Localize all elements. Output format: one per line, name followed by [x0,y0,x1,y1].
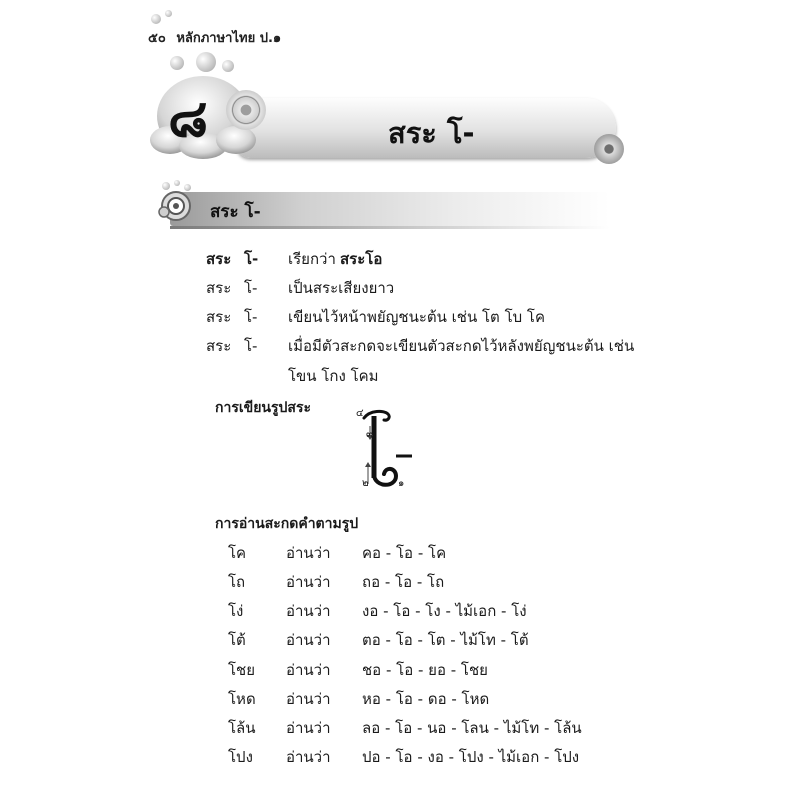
page-number: ๕๐ [148,31,166,46]
read-label: อ่านว่า [286,690,331,708]
fact-vowel: โ- [244,308,258,326]
spelling: คอ - โอ - โค [362,544,447,562]
chapter-title: สระ โ- [388,116,475,150]
word: โถ [228,573,246,591]
chapter-number: ๘ [168,89,207,149]
word: โล้น [228,719,256,737]
word: โค [228,544,247,562]
stroke-label: ๑ [398,478,405,489]
fact-extra: สระโอ [340,250,383,268]
section-title: สระ โ- [210,202,261,222]
fact-line [206,305,545,329]
fact-continuation: โขน โกง โคม [288,367,379,385]
stroke-label: ๒ [362,478,369,489]
reading-heading: การอ่านสะกดคำตามรูป [215,516,359,532]
swirl-icon [156,186,192,222]
fact-text: เมื่อมีตัวสะกดจะเขียนตัวสะกดไว้หลังพยัญชนะต้น เช่น [288,337,635,355]
word: โง่ [228,602,244,620]
read-label: อ่านว่า [286,602,331,620]
fact-vowel: โ- [244,250,259,268]
read-label: อ่านว่า [286,544,331,562]
bubble-decoration [170,56,184,70]
scroll-curl-left [226,90,266,130]
read-label: อ่านว่า [286,719,331,737]
stroke-label: ๓ [366,429,373,440]
word: โปง [228,748,253,766]
fact-label: สระ [206,250,232,268]
word: โชย [228,661,256,679]
fact-label: สระ [206,337,232,355]
spelling: ปอ - โอ - งอ - โปง - ไม้เอก - โปง [362,748,580,766]
fact-line [206,247,383,271]
fact-line [206,334,635,358]
book-title: หลักภาษาไทย ป.๑ [176,31,282,46]
read-label: อ่านว่า [286,748,331,766]
writing-heading: การเขียนรูปสระ [215,400,311,416]
spelling: หอ - โอ - ดอ - โหด [362,690,490,708]
read-label: อ่านว่า [286,631,331,649]
read-label: อ่านว่า [286,573,331,591]
fact-text: เรียกว่า [288,250,336,268]
fact-vowel: โ- [244,279,258,297]
spelling: ถอ - โอ - โถ [362,573,445,591]
word: โต้ [228,631,246,649]
bubble-decoration [151,14,161,24]
fact-line [206,276,395,300]
spelling: งอ - โอ - โง - ไม้เอก - โง่ [362,602,527,620]
page-header [148,27,281,48]
fact-label: สระ [206,279,232,297]
read-label: อ่านว่า [286,661,331,679]
spelling: ชอ - โอ - ยอ - โชย [362,661,488,679]
fact-label: สระ [206,308,232,326]
bubble-decoration [165,10,172,17]
bubble-decoration [196,52,216,72]
word: โหด [228,690,256,708]
fact-text: เป็นสระเสียงยาว [288,279,395,297]
fact-vowel: โ- [244,337,258,355]
scroll-curl-right [594,134,624,164]
spelling: ลอ - โอ - นอ - โลน - ไม้โท - โล้น [362,719,582,737]
fact-text: เขียนไว้หน้าพยัญชนะต้น เช่น โต โบ โค [288,308,545,326]
spelling: ตอ - โอ - โต - ไม้โท - โต้ [362,631,529,649]
stroke-label: ๔ [356,408,364,419]
